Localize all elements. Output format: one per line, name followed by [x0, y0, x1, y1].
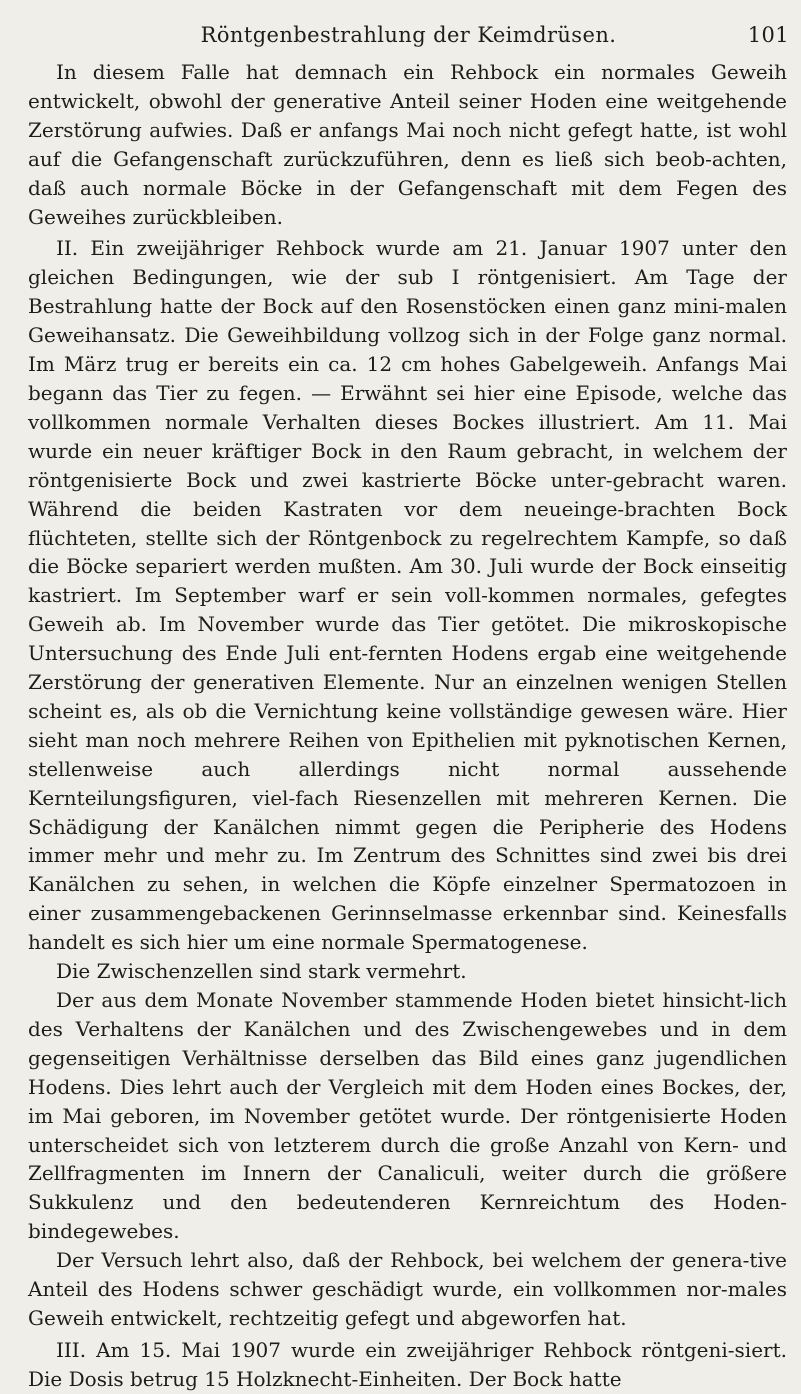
paragraph-experiment-ii: II. Ein zweijähriger Rehbock wurde am 21. Januar 1907 unter den gleichen Bedingungen, wie der sub I röntgenisiert. Am Tage der Bestrahlung hatte der Bock auf den Rosenstöcken einen ganz mini-malen Geweihansatz. Die Geweihbildung vollzog sich in der Folge ganz normal. Im März trug er bereits ein ca. 12 cm hohes Gabelgeweih. Anfangs Mai begann das Tier zu fegen. — Erwähnt sei hier eine Episode, welche das vollkommen normale Verhalten dieses Bockes illustriert. Am 11. Mai wurde ein neuer kräftiger Bock in den Raum gebracht, in welchem der röntgenisierte Bock und zwei kastrierte Böcke unter-gebracht waren. Während die beiden Kastraten vor dem neueinge-brachten Bock flüchteten, stellte sich der Röntgenbock zu regelrechtem Kampfe, so daß die Böcke separiert werden mußten. Am 30. Juli wurde der Bock einseitig kastriert. Im September warf er sein voll-kommen normales, gefegtes Geweih ab. Im November wurde das Tier getötet. Die mikroskopische Untersuchung des Ende Juli ent-fernten Hodens ergab eine weitgehende Zerstörung der generativen Elemente. Nur an einzelnen wenigen Stellen scheint es, als ob die Vernichtung keine vollständige gewesen wäre. Hier sieht man noch mehrere Reihen von Epithelien mit pyknotischen Kernen, stellenweise auch allerdings nicht normal aussehende Kernteilungsfiguren, viel-fach Riesenzellen mit mehreren Kernen. Die Schädigung der Kanälchen nimmt gegen die Peripherie des Hodens immer mehr und mehr zu. Im Zentrum des Schnittes sind zwei bis drei Kanälchen zu sehen, in welchen die Köpfe einzelner Spermatozoen in einer zusammengebackenen Gerinnselmasse erkennbar sind. Keinesfalls handelt es sich hier um eine normale Spermatogenese.	[28, 236, 787, 955]
paragraph-november-hoden: Der aus dem Monate November stammende Hoden bietet hinsicht-lich des Verhaltens der Kanälchen und des Zwischengewebes und in dem gegenseitigen Verhältnisse derselben das Bild eines ganz jugendlichen Hodens. Dies lehrt auch der Vergleich mit dem Hoden eines Bockes, der, im Mai geboren, im November getötet wurde. Der röntgenisierte Hoden unterscheidet sich von letzterem durch die große Anzahl von Kern- und Zellfragmenten im Innern der Canaliculi, weiter durch die größere Sukkulenz und den bedeutenderen Kernreichtum des Hoden-bindegewebes.	[28, 988, 787, 1244]
running-header	[28, 18, 789, 52]
running-title: Röntgenbestrahlung der Keimdrüsen.	[200, 23, 617, 47]
paragraph-geweih-summary: In diesem Falle hat demnach ein Rehbock ein normales Geweih entwickelt, obwohl der generative Anteil seiner Hoden eine weitgehende Zerstörung aufwies. Daß er anfangs Mai noch nicht gefegt hatte, ist wohl auf die Gefangenschaft zurückzuführen, denn es ließ sich beob-achten, daß auch normale Böcke in der Gefangenschaft mit dem Fegen des Geweihes zurückbleiben.	[28, 60, 787, 229]
paragraph-experiment-iii: III. Am 15. Mai 1907 wurde ein zweijähriger Rehbock röntgeni-siert. Die Dosis betrug 15 Holzknecht-Einheiten. Der Bock hatte	[28, 1337, 787, 1391]
paragraph-zwischenzellen: Die Zwischenzellen sind stark vermehrt.	[56, 959, 467, 984]
paragraph-versuch-conclusion: Der Versuch lehrt also, daß der Rehbock, bei welchem der genera-tive Anteil des Hodens schwer geschädigt wurde, ein vollkommen nor-males Geweih entwickelt, rechtzeitig gefegt und abgeworfen hat.	[28, 1248, 787, 1330]
body-text	[28, 58, 787, 1394]
page-number: 101	[747, 23, 789, 47]
